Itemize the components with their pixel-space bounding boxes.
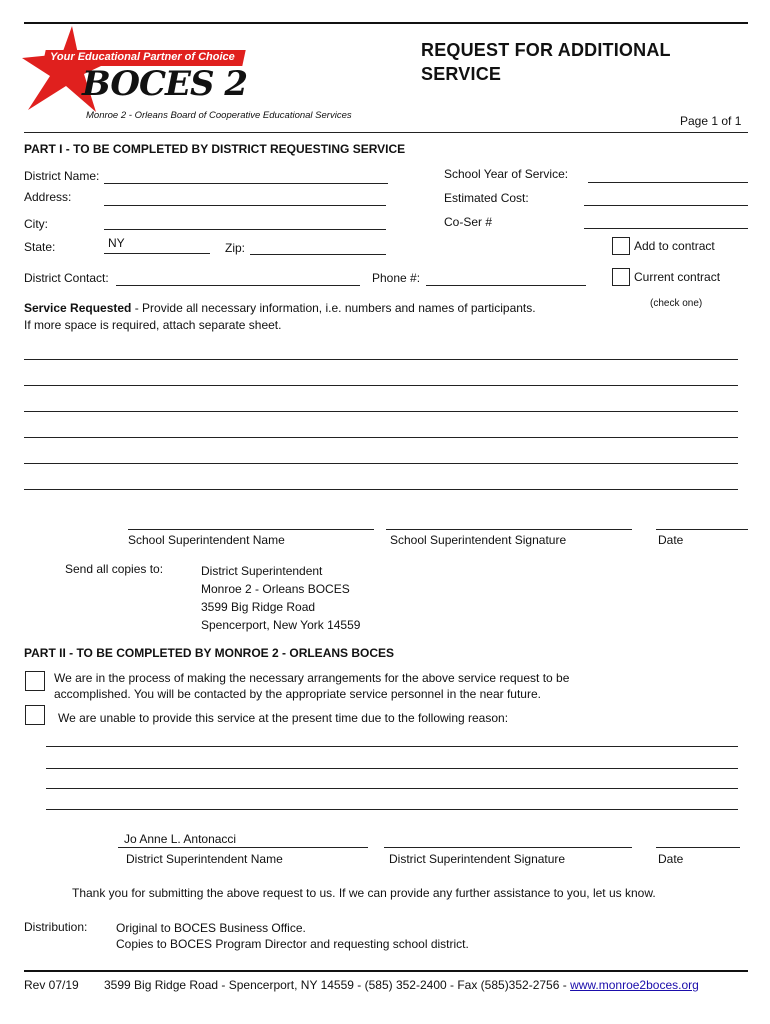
district-name-label: District Name: <box>24 169 100 183</box>
footer-address-text: 3599 Big Ridge Road - Spencerport, NY 14559 - (585) 352-2400 - Fax (585)352-2756 - <box>104 978 571 992</box>
district-superintendent-name-field[interactable] <box>118 847 368 848</box>
address-field[interactable] <box>104 205 386 206</box>
superintendent-signature-label: School Superintendent Signature <box>390 533 567 547</box>
logo-word: BOCES 2 <box>82 64 248 104</box>
send-line-3: 3599 Big Ridge Road <box>201 600 316 614</box>
part2-heading: PART II - TO BE COMPLETED BY MONROE 2 - ORLEANS BOCES <box>24 646 395 660</box>
distribution-line-2: Copies to BOCES Program Director and requesting school district. <box>116 937 469 951</box>
unable-checkbox[interactable] <box>25 705 45 725</box>
service-line-2[interactable] <box>24 385 738 386</box>
city-label: City: <box>24 217 48 231</box>
service-line-3[interactable] <box>24 411 738 412</box>
district-superintendent-signature-field[interactable] <box>384 847 632 848</box>
distribution-line-1: Original to BOCES Business Office. <box>116 921 306 935</box>
address-label: Address: <box>24 190 72 204</box>
state-field[interactable] <box>104 253 210 254</box>
send-address <box>201 562 360 634</box>
zip-label: Zip: <box>225 241 246 255</box>
title-line-1: REQUEST FOR ADDITIONAL <box>421 40 671 60</box>
current-contract-label: Current contract <box>634 270 721 284</box>
school-year-label: School Year of Service: <box>444 167 569 181</box>
footer-address <box>104 978 699 992</box>
zip-field[interactable] <box>250 254 386 255</box>
page-number: Page 1 of 1 <box>680 114 742 128</box>
state-value[interactable]: NY <box>108 236 125 250</box>
date-field-1[interactable] <box>656 529 748 530</box>
in-process-checkbox[interactable] <box>25 671 45 691</box>
option1-line-1: We are in the process of making the necessary arrangements for the above service request to be <box>54 671 570 685</box>
state-label: State: <box>24 240 56 254</box>
page-title <box>421 38 671 86</box>
service-line-1[interactable] <box>24 359 738 360</box>
logo-tagline: Your Educational Partner of Choice <box>50 51 235 63</box>
date-field-2[interactable] <box>656 847 740 848</box>
boces-logo <box>22 24 352 124</box>
school-year-field[interactable] <box>588 182 748 183</box>
service-line-4[interactable] <box>24 437 738 438</box>
revision: Rev 07/19 <box>24 978 79 992</box>
reason-line-1[interactable] <box>46 746 738 747</box>
phone-field[interactable] <box>426 285 586 286</box>
reason-line-2[interactable] <box>46 768 738 769</box>
in-process-text <box>54 670 569 702</box>
distribution-label: Distribution: <box>24 920 88 934</box>
superintendent-name-field[interactable] <box>128 529 374 530</box>
current-contract-checkbox[interactable] <box>612 268 630 286</box>
header-rule <box>24 132 748 133</box>
superintendent-signature-field[interactable] <box>386 529 632 530</box>
add-to-contract-label: Add to contract <box>634 239 715 253</box>
phone-label: Phone #: <box>372 271 421 285</box>
service-line-5[interactable] <box>24 463 738 464</box>
option1-line-2: accomplished. You will be contacted by the appropriate service personnel in the near future. <box>54 687 541 701</box>
estimated-cost-field[interactable] <box>584 205 748 206</box>
unable-text: We are unable to provide this service at the present time due to the following reason: <box>58 711 509 725</box>
district-superintendent-name-value: Jo Anne L. Antonacci <box>124 832 237 846</box>
district-contact-label: District Contact: <box>24 271 109 285</box>
part1-heading: PART I - TO BE COMPLETED BY DISTRICT REQUESTING SERVICE <box>24 142 406 156</box>
district-contact-field[interactable] <box>116 285 360 286</box>
check-one-note: (check one) <box>650 298 703 309</box>
send-line-1: District Superintendent <box>201 564 323 578</box>
add-to-contract-checkbox[interactable] <box>612 237 630 255</box>
send-line-2: Monroe 2 - Orleans BOCES <box>201 582 350 596</box>
coser-field[interactable] <box>584 228 748 229</box>
estimated-cost-label: Estimated Cost: <box>444 191 529 205</box>
service-requested-bold: Service Requested <box>24 301 132 315</box>
footer-rule <box>24 970 748 972</box>
send-copies-label: Send all copies to: <box>65 562 164 576</box>
service-requested-rest: - Provide all necessary information, i.e. numbers and names of participants. <box>131 301 536 315</box>
title-line-2: SERVICE <box>421 64 502 84</box>
date-label-2: Date <box>658 852 684 866</box>
district-name-field[interactable] <box>104 183 388 184</box>
logo-subtitle: Monroe 2 - Orleans Board of Cooperative Educational Services <box>86 110 352 121</box>
send-line-4: Spencerport, New York 14559 <box>201 618 361 632</box>
service-requested-line2: If more space is required, attach separate sheet. <box>24 318 282 332</box>
thanks-text: Thank you for submitting the above request to us. If we can provide any further assistance to you, let us know. <box>72 886 656 900</box>
district-superintendent-signature-label: District Superintendent Signature <box>389 852 566 866</box>
city-field[interactable] <box>104 229 386 230</box>
date-label-1: Date <box>658 533 684 547</box>
coser-label: Co-Ser # <box>444 215 493 229</box>
superintendent-name-label: School Superintendent Name <box>128 533 285 547</box>
district-superintendent-name-label: District Superintendent Name <box>126 852 283 866</box>
service-line-6[interactable] <box>24 489 738 490</box>
website-link[interactable]: www.monroe2boces.org <box>570 978 699 992</box>
reason-line-3[interactable] <box>46 788 738 789</box>
distribution-list <box>116 920 469 952</box>
service-requested-text <box>24 301 536 315</box>
reason-line-4[interactable] <box>46 809 738 810</box>
